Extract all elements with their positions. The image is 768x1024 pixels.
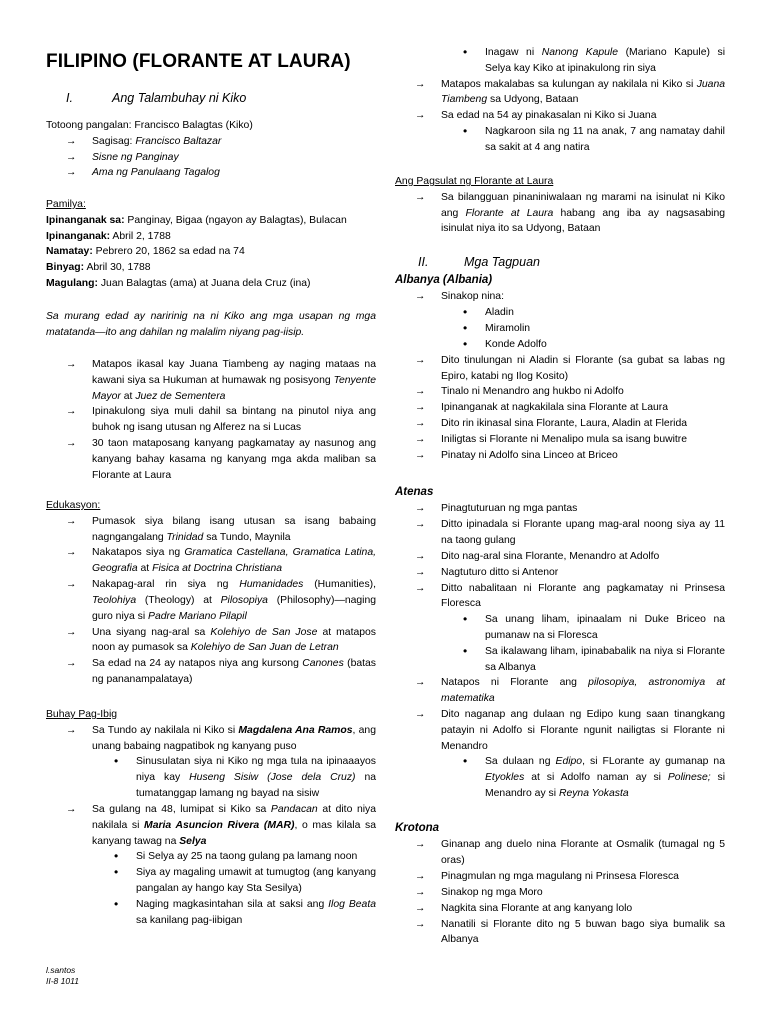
love-life-block <box>46 707 376 928</box>
alias-item: → Sisne ng Panginay <box>46 150 376 166</box>
section-title: Ang Talambuhay ni Kiko <box>112 91 247 105</box>
list-item: → Sinakop nina: <box>395 289 725 305</box>
list-item: → Dito rin ikinasal sina Florante, Laura, Aladin at Flerida <box>395 416 725 432</box>
alias-item: → Ama ng Panulaang Tagalog <box>46 165 376 181</box>
krotona-block <box>395 820 725 948</box>
list-item: → Ipinakulong siya muli dahil sa bintang na pinutol niya ang buhok ng isang utusan ng Alferez na si Lucas <box>46 404 376 436</box>
list-item: → Sa edad na 54 ay pinakasalan ni Kiko si Juana <box>395 108 725 124</box>
love-life-heading: Buhay Pag-Ibig <box>46 709 118 720</box>
list-item: → Dito tinulungan ni Aladin si Florante (sa gubat sa labas ng Epiro, katabi ng Ilog Kosito) <box>395 353 725 385</box>
real-name-block <box>46 118 376 181</box>
document-title: FILIPINO (FLORANTE AT LAURA) <box>46 51 351 72</box>
pen-name-label: Sagisag: <box>92 135 133 147</box>
family-row: Ipinanganak: Abril 2, 1788 <box>46 230 171 242</box>
author-footer <box>46 965 79 988</box>
list-item: → Pinagmulan ng mga magulang ni Prinsesa Floresca <box>395 869 725 885</box>
real-name-value: Francisco Balagtas (Kiko) <box>134 120 253 131</box>
author-section: II-8 1011 <box>46 976 79 987</box>
list-item: → Dito nag-aral sina Florante, Menandro at Adolfo <box>395 549 725 565</box>
section-number: II. <box>418 255 429 269</box>
list-item: → Matapos makalabas sa kulungan ay nakilala ni Kiko si Juana Tiambeng sa Udyong, Bataan <box>395 77 725 109</box>
list-item: → Ginanap ang duelo nina Florante at Osmalik (tumagal ng 5 oras) <box>395 837 725 869</box>
atenas-block <box>395 484 725 802</box>
family-heading: Pamilya: <box>46 199 86 210</box>
sub-list-item: • Naging magkasintahan sila at saksi ang Ilog Beata sa kanilang pag-iibigan <box>46 897 376 929</box>
list-item: → Sa edad na 24 ay natapos niya ang kursong Canones (batas ng pananampalataya) <box>46 656 376 688</box>
list-item: → Natapos ni Florante ang pilosopiya, astronomiya at matematika <box>395 675 725 707</box>
section-title: Mga Tagpuan <box>464 255 540 269</box>
list-item: → Ditto ipinadala si Florante upang mag-aral noong siya ay 11 na taong gulang <box>395 517 725 549</box>
sub-list-item: • Konde Adolfo <box>395 337 725 353</box>
family-row: Magulang: Juan Balagtas (ama) at Juana dela Cruz (ina) <box>46 278 311 290</box>
education-block <box>46 498 376 688</box>
albanya-block <box>395 272 725 463</box>
sub-list-item: • Sinusulatan siya ni Kiko ng mga tula na ipinaaayos niya kay Huseng Sisiw (Jose dela Cruz) na tumatanggap lamang ng bayad na sisiw <box>46 754 376 801</box>
writing-heading: Ang Pagsulat ng Florante at Laura <box>395 176 554 187</box>
place-heading: Atenas <box>395 486 434 498</box>
education-heading: Edukasyon: <box>46 500 101 511</box>
sub-list-item: • Sa ikalawang liham, ipinababalik na niya si Florante sa Albanya <box>395 644 725 676</box>
family-row: Ipinanganak sa: Panginay, Bigaa (ngayon ay Balagtas), Bulacan <box>46 214 347 226</box>
sub-list-item: • Siya ay magaling umawit at tumugtog (ang kanyang pangalan ay hango kay Sta Sesilya) <box>46 865 376 897</box>
author-name: l.santos <box>46 965 76 975</box>
right-top-block <box>395 45 725 156</box>
sub-list-item: • Aladin <box>395 305 725 321</box>
list-item: → Nakapag-aral rin siya ng Humanidades (Humanities), Teolohiya (Theology) at Pilosopiya (Philosophy)—naging guro niya si Padre Mariano Pilapil <box>46 577 376 624</box>
section-number: I. <box>66 91 73 105</box>
list-item: → Sa bilangguan pinaniniwalaan ng marami na isinulat ni Kiko ang Florante at Laura habang ang iba ay nagsasabing isinulat niya ito sa Udyong, Bataan <box>395 190 725 237</box>
list-item: → Pumasok siya bilang isang utusan sa isang babaing nagngangalang Trinidad sa Tundo, Maynila <box>46 514 376 546</box>
list-item: → Sinakop ng mga Moro <box>395 885 725 901</box>
career-list <box>46 357 376 484</box>
list-item: → Pinatay ni Adolfo sina Linceo at Briceo <box>395 448 725 464</box>
sub-list-item: • Inagaw ni Nanong Kapule (Mariano Kapule) si Selya kay Kiko at ipinakulong rin siya <box>395 45 725 77</box>
list-item: → Dito naganap ang dulaan ng Edipo kung saan tinangkang patayin ni Adolfo si Florante ngunit nailigtas si Florante ni Menandro <box>395 707 725 754</box>
sub-list-item: • Miramolin <box>395 321 725 337</box>
family-row: Binyag: Abril 30, 1788 <box>46 262 151 274</box>
writing-block <box>395 174 725 237</box>
childhood-quote: Sa murang edad ay naririnig na ni Kiko ang mga usapan ng mga matatanda—ito ang dahilan ng malalim niyang pag-iisip. <box>46 311 376 338</box>
sub-list-item: • Si Selya ay 25 na taong gulang pa lamang noon <box>46 849 376 865</box>
real-name-label: Totoong pangalan: <box>46 120 132 131</box>
place-heading: Albanya (Albania) <box>395 274 493 286</box>
sub-list-item: • Nagkaroon sila ng 11 na anak, 7 ang namatay dahil sa sakit at 4 ang natira <box>395 124 725 156</box>
list-item: → Nanatili si Florante dito ng 5 buwan bago siya bumalik sa Albanya <box>395 917 725 949</box>
list-item: → Tinalo ni Menandro ang hukbo ni Adolfo <box>395 384 725 400</box>
section-heading-talambuhay <box>66 89 246 108</box>
list-item: → Ditto nabalitaan ni Florante ang pagkamatay ni Prinsesa Floresca <box>395 581 725 613</box>
place-heading: Krotona <box>395 822 440 834</box>
family-block <box>46 197 376 292</box>
real-name-line <box>46 118 376 134</box>
section-heading-tagpuan <box>418 253 540 272</box>
list-item: → Pinagtuturuan ng mga pantas <box>395 501 725 517</box>
list-item: → Matapos ikasal kay Juana Tiambeng ay naging mataas na kawani siya sa Hukuman at humawak ng posisyong Tenyente Mayor at Juez de Sementera <box>46 357 376 404</box>
pen-name-item <box>46 134 376 150</box>
list-item: → Iniligtas si Florante ni Menalipo mula sa isang buwitre <box>395 432 725 448</box>
sub-list-item: • Sa dulaan ng Edipo, si FLorante ay gumanap na Etyokles at si Adolfo naman ay si Polinese; si Menandro ay si Reyna Yokasta <box>395 754 725 801</box>
list-item: → 30 taon mataposang kanyang pagkamatay ay nasunog ang kanyang bahay kasama ng kanyang mga akda maliban sa Florante at Laura <box>46 436 376 483</box>
list-item: → Una siyang nag-aral sa Kolehiyo de San Jose at matapos noon ay pumasok sa Kolehiyo de San Juan de Letran <box>46 625 376 657</box>
family-row: Namatay: Pebrero 20, 1862 sa edad na 74 <box>46 246 245 258</box>
pen-name-value: Francisco Baltazar <box>135 135 222 147</box>
list-item: → Nakatapos siya ng Gramatica Castellana, Gramatica Latina, Geografia at Fisica at Doctrina Christiana <box>46 545 376 577</box>
sub-list-item: • Sa unang liham, ipinaalam ni Duke Briceo na pumanaw na si Floresca <box>395 612 725 644</box>
list-item: → Sa Tundo ay nakilala ni Kiko si Magdalena Ana Ramos, ang unang babaing nagpatibok ng kanyang puso <box>46 723 376 755</box>
list-item: → Ipinanganak at nagkakilala sina Florante at Laura <box>395 400 725 416</box>
list-item: → Nagtuturo ditto si Antenor <box>395 565 725 581</box>
list-item: → Sa gulang na 48, lumipat si Kiko sa Pandacan at dito niya nakilala si Maria Asuncion Rivera (MAR), o mas kilala sa kanyang tawag na Selya <box>46 802 376 849</box>
list-item: → Nagkita sina Florante at ang kanyang lolo <box>395 901 725 917</box>
